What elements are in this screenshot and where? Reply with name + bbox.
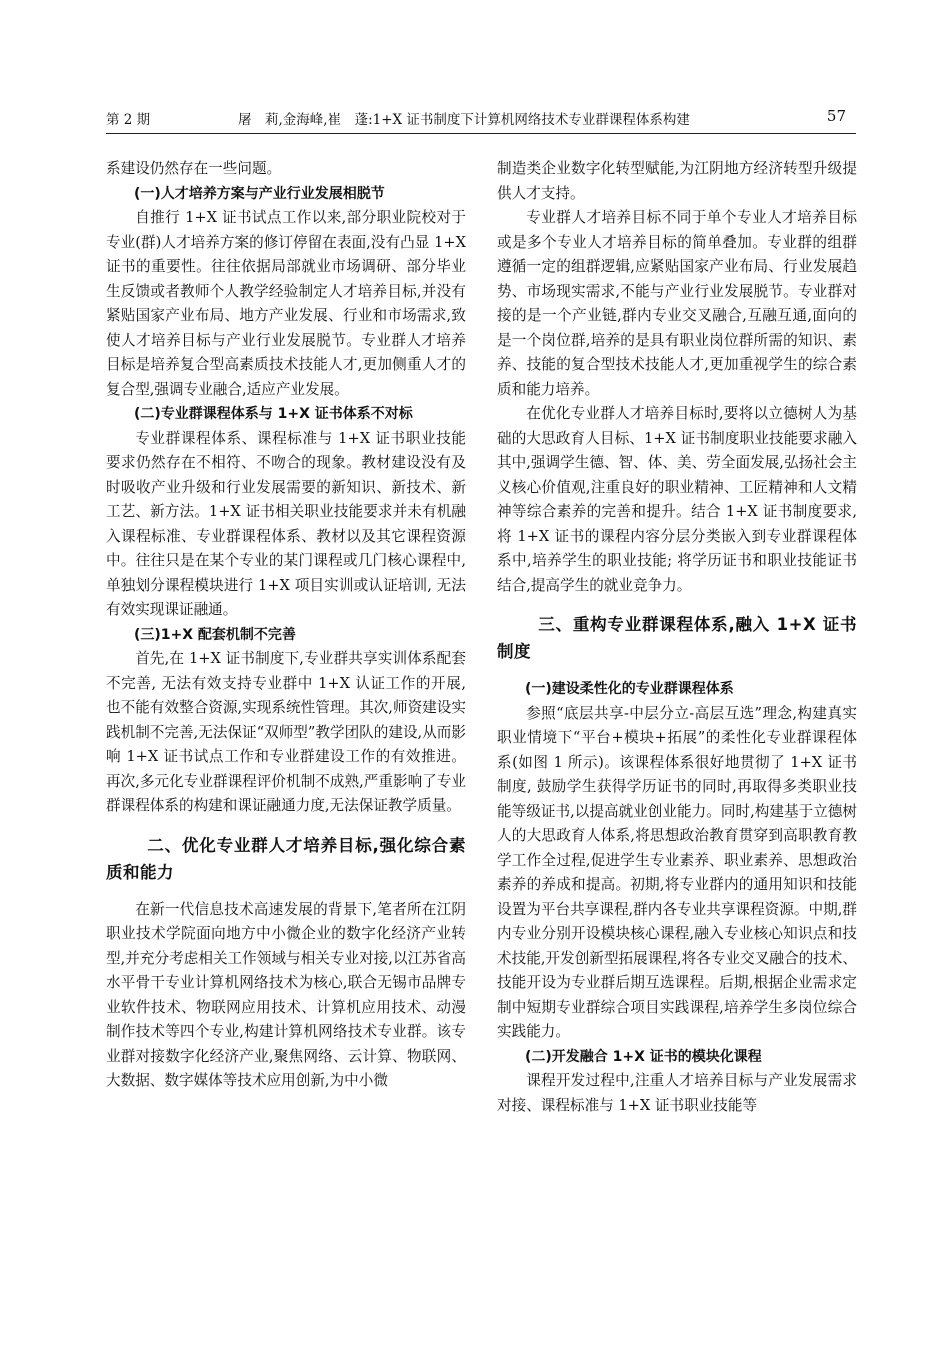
left-column	[106, 157, 466, 1094]
right-column	[497, 157, 857, 1118]
subsection-heading: (三)1+X 配套机制不完善	[134, 626, 296, 643]
subsection-heading: (二)专业群课程体系与 1+X 证书体系不对标	[134, 406, 413, 422]
running-header	[106, 108, 846, 132]
paragraph: 首先,在 1+X 证书制度下,专业群共享实训体系配套不完善, 无法有效支持专业群中 1+X 认证工作的开展,也不能有效整合资源,实现系统性管理。其次,师资建设实践机制不完善,无法保证“双师型”教学团队的建设,从而影响 1+X 证书试点工作和专业群建设工作的有效推进。再次,多元化专业群课程评价机制不成熟,严重影响了专业群课程体系的构建和课证融通力度,无法保证教学质量。	[106, 650, 466, 814]
header-rule	[106, 133, 856, 134]
page-number: 57	[826, 107, 846, 125]
running-title: 屠 莉,金海峰,崔 蓬:1+X 证书制度下计算机网络技术专业群课程体系构建	[238, 112, 690, 128]
section-heading: 三、重构专业群课程体系,融入 1+X 证书制度	[497, 615, 857, 661]
paragraph: 参照“底层共享-中层分立-高层互选”理念,构建真实职业情境下“平台+模块+拓展”的柔性化专业群课程体系(如图 1 所示)。该课程体系很好地贯彻了 1+X 证书制度, 鼓励学生获得学历证书的同时,再取得多类职业技能等级证书,以提高就业创业能力。同时,构建基于立德树人的大思政育人体系,将思想政治教育贯穿到高职教育教学工作全过程,促进学生专业素养、职业素养、思想政治素养的养成和提高。初期,将专业群内的通用知识和技能设置为平台共享课程,群内各专业共享课程资源。中期,群内专业分别开设模块核心课程,融入专业核心知识点和技术技能,开发创新型拓展课程,将各专业交叉融合的技术、技能开设为专业群后期互选课程。后期,根据企业需求定制中短期专业群综合项目实践课程,培养学生多岗位综合实践能力。	[497, 704, 857, 1040]
paragraph: 专业群人才培养目标不同于单个专业人才培养目标或是多个专业人才培养目标的简单叠加。专业群的组群遵循一定的组群逻辑,应紧贴国家产业布局、行业发展趋势、市场现实需求,不能与产业行业发展脱节。专业群对接的是一个产业链,群内专业交叉融合,互融互通,面向的是一个岗位群,培养的是具有职业岗位群所需的知识、素养、技能的复合型技术技能人才,更加重视学生的综合素质和能力培养。	[497, 209, 857, 398]
paragraph: 自推行 1+X 证书试点工作以来,部分职业院校对于专业(群)人才培养方案的修订停留在表面,没有凸显 1+X 证书的重要性。往往依据局部就业市场调研、部分毕业生反馈或者教师个人教学经验制定人才培养目标,并没有紧贴国家产业布局、地方产业发展、行业和市场需求,致使人才培养目标与产业行业发展脱节。专业群人才培养目标是培养复合型高素质技术技能人才,更加侧重人才的复合型,强调专业融合,适应产业发展。	[106, 209, 466, 398]
subsection-heading: (一)人才培养方案与产业行业发展相脱节	[134, 185, 385, 202]
subsection-heading: (二)开发融合 1+X 证书的模块化课程	[525, 1048, 762, 1065]
section-heading: 二、优化专业群人才培养目标,强化综合素质和能力	[106, 835, 466, 882]
paragraph: 在新一代信息技术高速发展的背景下,笔者所在江阴职业技术学院面向地方中小微企业的数字化经济产业转型,并充分考虑相关工作领域与相关专业对接,以江苏省高水平骨干专业计算机网络技术为核心,联合无锡市品牌专业软件技术、物联网应用技术、计算机应用技术、动漫制作技术等四个专业,构建计算机网络技术专业群。该专业群对接数字化经济产业,聚焦网络、云计算、物联网、大数据、数字媒体等技术应用创新,为中小微	[106, 900, 466, 1089]
paragraph: 系建设仍然存在一些问题。	[106, 160, 282, 177]
issue-number: 第 2 期	[106, 112, 151, 128]
subsection-heading: (一)建设柔性化的专业群课程体系	[525, 681, 734, 697]
paragraph: 在优化专业群人才培养目标时,要将以立德树人为基础的大思政育人目标、1+X 证书制度职业技能要求融入其中,强调学生德、智、体、美、劳全面发展,弘扬社会主义核心价值观,注重良好的职业精神、工匠精神和人文精神等综合素养的完善和提升。结合 1+X 证书制度要求,将 1+X 证书的课程内容分层分类嵌入到专业群课程体系中,培养学生的职业技能; 将学历证书和职业技能证书结合,提高学生的就业竞争力。	[497, 405, 857, 594]
paragraph: 制造类企业数字化转型赋能,为江阴地方经济转型升级提供人才支持。	[497, 160, 857, 202]
paragraph: 专业群课程体系、课程标准与 1+X 证书职业技能要求仍然存在不相符、不吻合的现象。教材建设没有及时吸收产业升级和行业发展需要的新知识、新技术、新工艺、新方法。1+X 证书相关职业技能要求并未有机融入课程标准、专业群课程体系、教材以及其它课程资源中。往往只是在某个专业的某门课程或几门核心课程中,单独划分课程模块进行 1+X 项目实训或认证培训, 无法有效实现课证融通。	[106, 429, 466, 618]
paragraph: 课程开发过程中,注重人才培养目标与产业发展需求对接、课程标准与 1+X 证书职业技能等	[497, 1072, 857, 1114]
